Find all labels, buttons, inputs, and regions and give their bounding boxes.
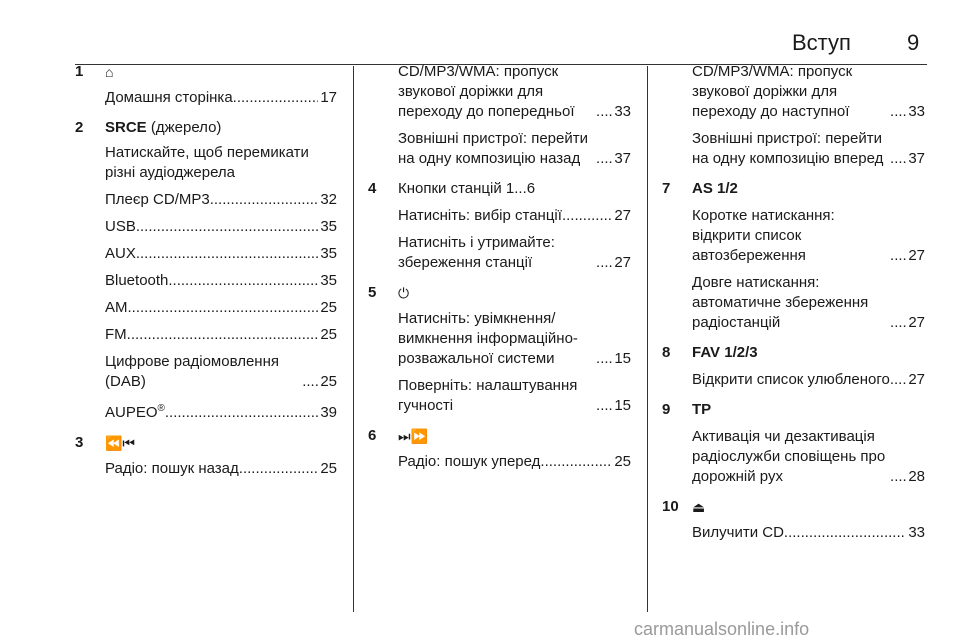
list-item bbox=[105, 190, 337, 210]
column-divider bbox=[647, 66, 648, 612]
entry-number: 1 bbox=[75, 63, 84, 80]
leader-dots bbox=[596, 149, 612, 169]
entry-10 bbox=[662, 497, 925, 543]
item-text: Зовнішні пристрої: перейти на одну композицію назад bbox=[398, 130, 588, 167]
entry-number: 7 bbox=[662, 180, 671, 197]
item-text: Довге натискання: автоматичне збереження радіостанцій bbox=[692, 274, 869, 331]
leader-dots bbox=[302, 372, 318, 392]
page-ref: 37 bbox=[908, 150, 925, 167]
entry-6 bbox=[368, 426, 631, 472]
list-item bbox=[398, 309, 631, 369]
entry-number: 2 bbox=[75, 119, 84, 136]
leader-dots bbox=[890, 370, 906, 390]
page-ref: 27 bbox=[908, 314, 925, 331]
label-text: SRCE bbox=[105, 119, 147, 136]
leader-dots bbox=[165, 403, 318, 423]
item-text: Натисніть: вибір станції bbox=[398, 207, 562, 224]
entry-4 bbox=[368, 179, 631, 273]
leader-dots bbox=[210, 190, 319, 210]
leader-dots bbox=[890, 313, 906, 333]
column-1 bbox=[75, 62, 337, 479]
page-ref: 33 bbox=[908, 103, 925, 120]
list-item bbox=[692, 370, 925, 390]
entry-3 bbox=[75, 433, 337, 479]
item-text: AUX bbox=[105, 245, 136, 262]
entry-label: Кнопки станцій 1...6 bbox=[398, 180, 536, 197]
page-ref: 28 bbox=[908, 468, 925, 485]
list-item bbox=[692, 427, 925, 487]
leader-dots bbox=[890, 246, 906, 266]
page-ref: 32 bbox=[320, 191, 337, 208]
item-text-main: AUPEO bbox=[105, 404, 158, 421]
list-item bbox=[105, 244, 337, 264]
item-text: Поверніть: налаштування гучності bbox=[398, 377, 578, 414]
leader-dots bbox=[596, 349, 612, 369]
list-item bbox=[692, 206, 925, 266]
column-2 bbox=[368, 62, 631, 472]
page-ref: 35 bbox=[320, 272, 337, 289]
item-text: Активація чи дезактивація радіослужби сповіщень про дорожній рух bbox=[692, 428, 886, 485]
leader-dots bbox=[596, 253, 612, 273]
page-ref: 35 bbox=[320, 218, 337, 235]
leader-dots bbox=[784, 523, 906, 543]
column-divider bbox=[353, 66, 354, 612]
page-ref: 15 bbox=[614, 397, 631, 414]
entry-label: TP bbox=[692, 401, 712, 418]
leader-dots bbox=[596, 396, 612, 416]
page-title: Вступ bbox=[792, 30, 851, 55]
item-text: Радіо: пошук назад bbox=[105, 460, 239, 477]
page-ref: 27 bbox=[908, 247, 925, 264]
entry-label: FAV 1/2/3 bbox=[692, 344, 758, 361]
page-number: 9 bbox=[907, 30, 920, 55]
leader-dots bbox=[890, 467, 906, 487]
item-text: Натисніть і утримайте: збереження станції bbox=[398, 234, 555, 271]
list-item bbox=[692, 523, 925, 543]
page-ref: 15 bbox=[614, 350, 631, 367]
list-item bbox=[105, 459, 337, 479]
item-text: Плеєр CD/MP3 bbox=[105, 191, 210, 208]
item-text: Bluetooth bbox=[105, 272, 169, 289]
page-ref: 25 bbox=[320, 373, 337, 390]
entry-9 bbox=[662, 400, 925, 487]
list-item bbox=[398, 62, 631, 122]
page-ref: 39 bbox=[320, 404, 337, 421]
item-text: Відкрити список улюбленого bbox=[692, 371, 890, 388]
item-text: Домашня сторінка bbox=[105, 89, 233, 106]
registered-mark: ® bbox=[157, 403, 165, 414]
page-ref: 27 bbox=[908, 371, 925, 388]
list-item bbox=[105, 88, 337, 108]
leader-dots bbox=[890, 149, 906, 169]
column-3 bbox=[662, 62, 925, 543]
seek-back-icon: ⏪⏮ bbox=[105, 435, 136, 451]
item-text: USB bbox=[105, 218, 136, 235]
leader-dots bbox=[136, 217, 318, 237]
entry-number: 5 bbox=[368, 284, 377, 301]
entry-number: 4 bbox=[368, 180, 377, 197]
entry-description: Натискайте, щоб перемикати різні аудіоджерела bbox=[105, 144, 309, 181]
entry-label: AS 1/2 bbox=[692, 180, 738, 197]
list-item bbox=[105, 325, 337, 345]
leader-dots bbox=[168, 271, 318, 291]
page-ref: 27 bbox=[614, 254, 631, 271]
list-item bbox=[398, 233, 631, 273]
entry-2 bbox=[75, 118, 337, 423]
continued-entry bbox=[368, 62, 631, 169]
list-item bbox=[398, 452, 631, 472]
page-ref: 25 bbox=[614, 453, 631, 470]
list-item bbox=[398, 129, 631, 169]
label-subtext: (джерело) bbox=[146, 119, 222, 136]
item-text: FM bbox=[105, 326, 127, 343]
page-ref: 17 bbox=[320, 89, 337, 106]
item-text bbox=[105, 399, 165, 423]
item-text: Цифрове радіомовлення (DAB) bbox=[105, 353, 279, 390]
page-ref: 25 bbox=[320, 460, 337, 477]
entry-1 bbox=[75, 62, 337, 108]
list-item bbox=[692, 62, 925, 122]
list-item bbox=[398, 206, 631, 226]
page-ref: 33 bbox=[614, 103, 631, 120]
continued-entry bbox=[662, 62, 925, 169]
leader-dots bbox=[596, 102, 612, 122]
item-text: Вилучити CD bbox=[692, 524, 784, 541]
item-text: Зовнішні пристрої: перейти на одну композицію вперед bbox=[692, 130, 884, 167]
power-icon: ⏻ bbox=[398, 285, 410, 301]
entry-label bbox=[105, 118, 337, 138]
page-ref: 25 bbox=[320, 299, 337, 316]
leader-dots bbox=[136, 244, 318, 264]
leader-dots bbox=[233, 88, 319, 108]
page-ref: 37 bbox=[614, 150, 631, 167]
eject-icon: ⏏ bbox=[692, 499, 706, 515]
list-item bbox=[105, 217, 337, 237]
list-item bbox=[105, 352, 337, 392]
leader-dots bbox=[239, 459, 319, 479]
item-text: CD/MP3/WMA: пропуск звукової доріжки для переходу до наступної bbox=[692, 63, 853, 120]
seek-forward-icon: ⏭⏩ bbox=[398, 428, 429, 444]
list-item bbox=[105, 298, 337, 318]
list-item bbox=[105, 271, 337, 291]
item-text: Радіо: пошук уперед bbox=[398, 453, 541, 470]
watermark: carmanualsonline.info bbox=[634, 619, 810, 639]
page-ref: 27 bbox=[614, 207, 631, 224]
entry-number: 3 bbox=[75, 434, 84, 451]
page-ref: 35 bbox=[320, 245, 337, 262]
item-text: CD/MP3/WMA: пропуск звукової доріжки для переходу до попередньої bbox=[398, 63, 575, 120]
entry-7 bbox=[662, 179, 925, 333]
leader-dots bbox=[128, 298, 319, 318]
entry-5 bbox=[368, 283, 631, 416]
entry-number: 8 bbox=[662, 344, 671, 361]
page-ref: 33 bbox=[908, 524, 925, 541]
leader-dots bbox=[127, 325, 319, 345]
list-item bbox=[105, 399, 337, 423]
list-item bbox=[692, 273, 925, 333]
entry-number: 9 bbox=[662, 401, 671, 418]
item-text: AM bbox=[105, 299, 128, 316]
page-ref: 25 bbox=[320, 326, 337, 343]
leader-dots bbox=[540, 452, 612, 472]
entry-8 bbox=[662, 343, 925, 390]
entry-number: 6 bbox=[368, 427, 377, 444]
item-text: Натисніть: увімкнення/ вимкнення інформаційно-розважальної системи bbox=[398, 310, 578, 367]
entry-number: 10 bbox=[662, 498, 679, 515]
item-text: Коротке натискання: відкрити список автозбереження bbox=[692, 207, 835, 264]
list-item bbox=[692, 129, 925, 169]
leader-dots bbox=[562, 206, 612, 226]
list-item bbox=[398, 376, 631, 416]
leader-dots bbox=[890, 102, 906, 122]
home-icon: ⌂ bbox=[105, 64, 114, 80]
